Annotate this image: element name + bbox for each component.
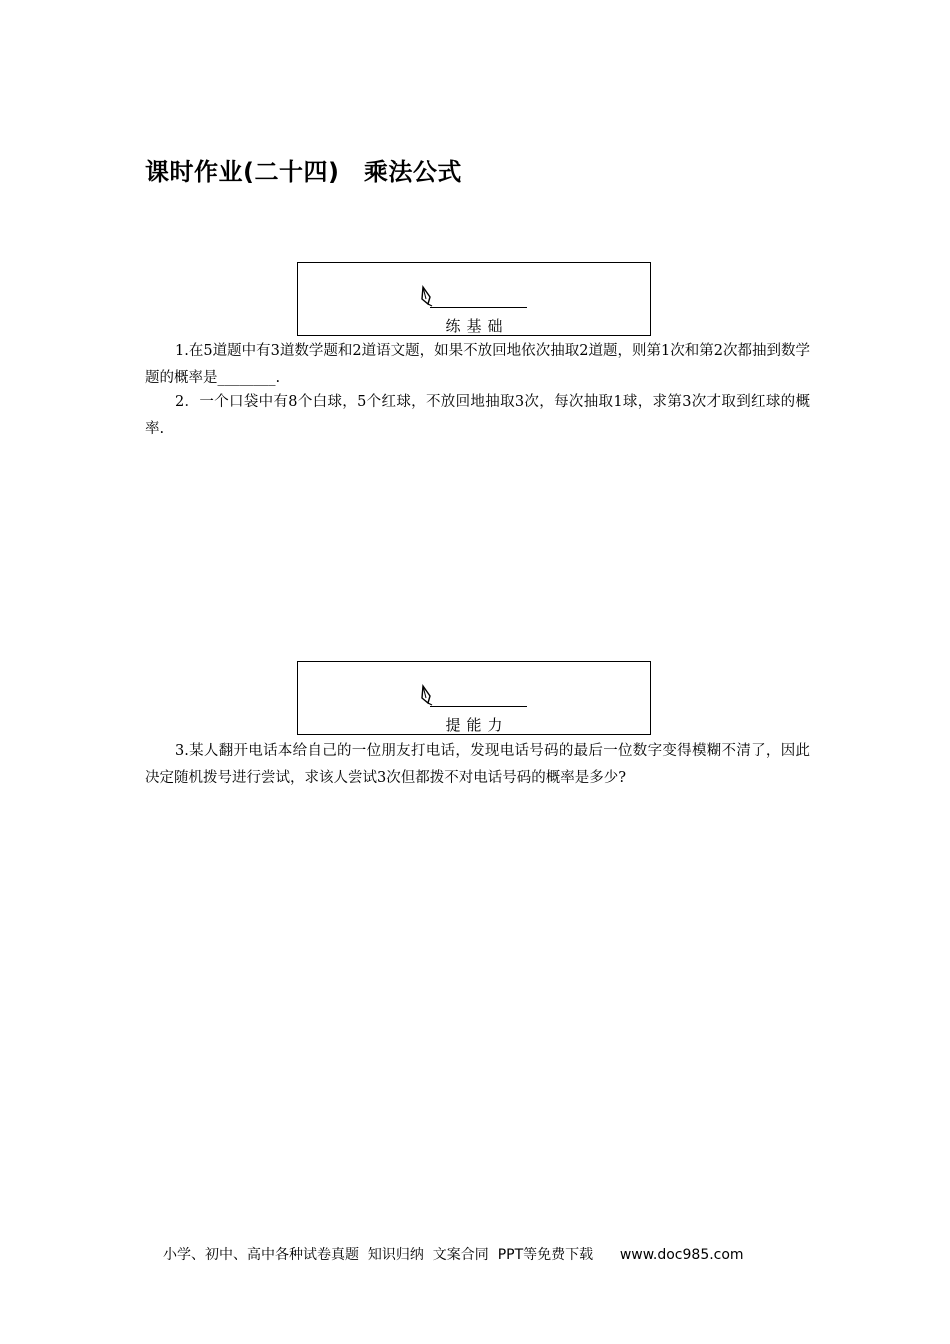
footer-ad: 小学、初中、高中各种试卷真题 知识归纳 文案合同 PPT等免费下载 www.doc985.com: [163, 1247, 744, 1263]
problem-3: 3.某人翻开电话本给自己的一位朋友打电话，发现电话号码的最后一位数字变得模糊不清了，因此决定随机拨号进行尝试，求该人尝试3次但都拨不对电话号码的概率是多少?: [145, 743, 810, 786]
section-label: 提能力: [445, 716, 509, 734]
page-title: 课时作业(二十四) 乘法公式: [145, 158, 462, 186]
problem-1: 1.在5道题中有3道数学题和2道语文题，如果不放回地依次抽取2道题，则第1次和第2次都抽到数学题的概率是________.: [145, 343, 810, 386]
pen-nib-icon: [420, 684, 434, 706]
section-rule: [430, 307, 527, 308]
section-rule: [430, 706, 527, 707]
section-header-advanced: [297, 661, 651, 735]
section-header-basic: [297, 262, 651, 336]
pen-nib-icon: [420, 285, 434, 307]
section-label: 练基础: [445, 317, 509, 335]
problem-2: 2．一个口袋中有8个白球，5个红球，不放回地抽取3次，每次抽取1球，求第3次才取到红球的概率.: [145, 394, 810, 437]
